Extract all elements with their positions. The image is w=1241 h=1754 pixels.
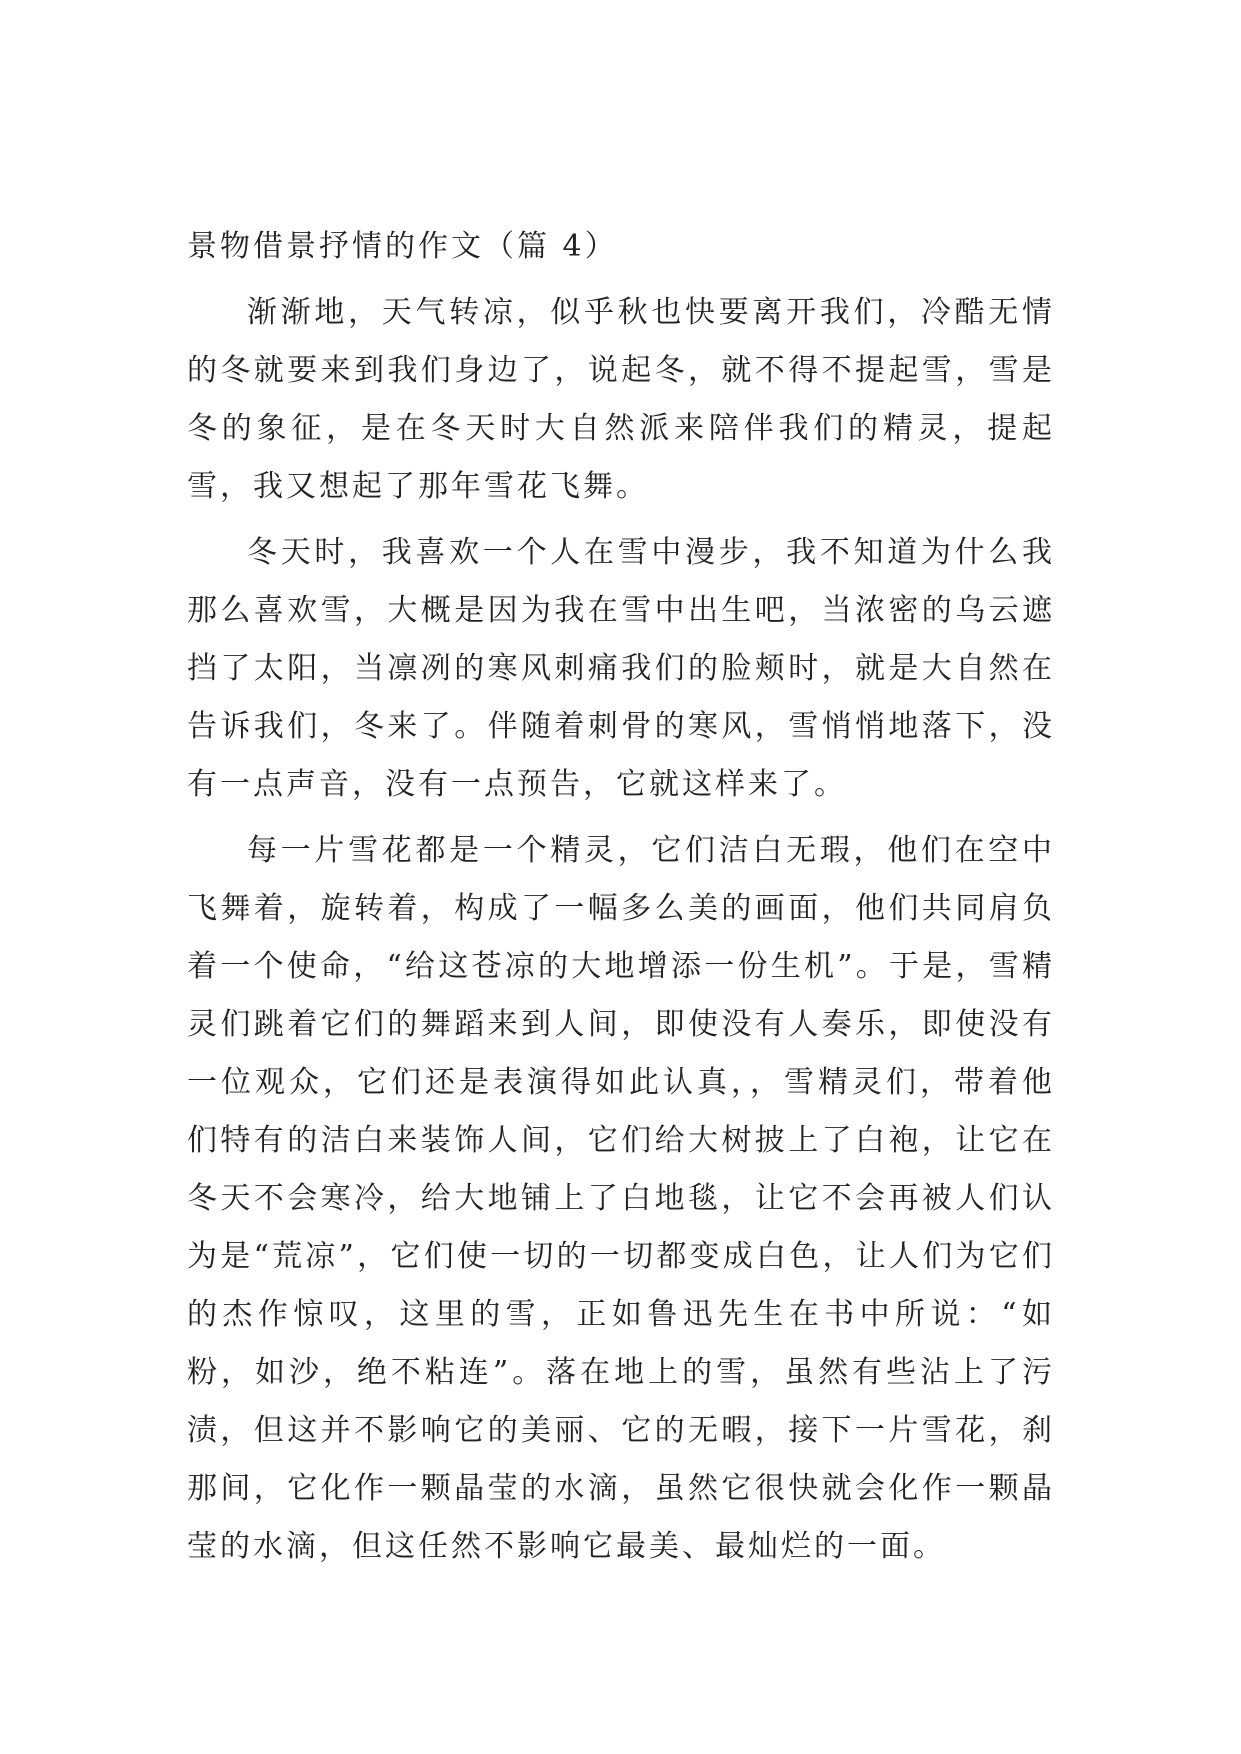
document-title: 景物借景抒情的作文（篇 4）	[187, 229, 618, 264]
paragraph-2: 冬天时，我喜欢一个人在雪中漫步，我不知道为什么我那么喜欢雪，大概是因为我在雪中出生吧，当浓密的乌云遮挡了太阳，当凛冽的寒风刺痛我们的脸颊时，就是大自然在告诉我们，冬来了。伴随着刺骨的寒风，雪悄悄地落下，没有一点声音，没有一点预告，它就这样来了。	[187, 535, 1055, 802]
paragraph-1: 渐渐地，天气转凉，似乎秋也快要离开我们，冷酷无情的冬就要来到我们身边了，说起冬，就不得不提起雪，雪是冬的象征，是在冬天时大自然派来陪伴我们的精灵，提起雪，我又想起了那年雪花飞舞。	[187, 295, 1055, 504]
document-body	[187, 218, 1055, 1584]
paragraph-3: 每一片雪花都是一个精灵，它们洁白无瑕，他们在空中飞舞着，旋转着，构成了一幅多么美的画面，他们共同肩负着一个使命，“给这苍凉的大地增添一份生机”。于是，雪精灵们跳着它们的舞蹈来到人间，即使没有人奏乐，即使没有一位观众，它们还是表演得如此认真，，雪精灵们，带着他们特有的洁白来装饰人间，它们给大树披上了白袍，让它在冬天不会寒冷，给大地铺上了白地毯，让它不会再被人们认为是“荒凉”，它们使一切的一切都变成白色，让人们为它们的杰作惊叹，这里的雪，正如鲁迅先生在书中所说：“如粉，如沙，绝不粘连”。落在地上的雪，虽然有些沾上了污渍，但这并不影响它的美丽、它的无暇，接下一片雪花，刹那间，它化作一颗晶莹的水滴，虽然它很快就会化作一颗晶莹的水滴，但这任然不影响它最美、最灿烂的一面。	[187, 833, 1055, 1564]
